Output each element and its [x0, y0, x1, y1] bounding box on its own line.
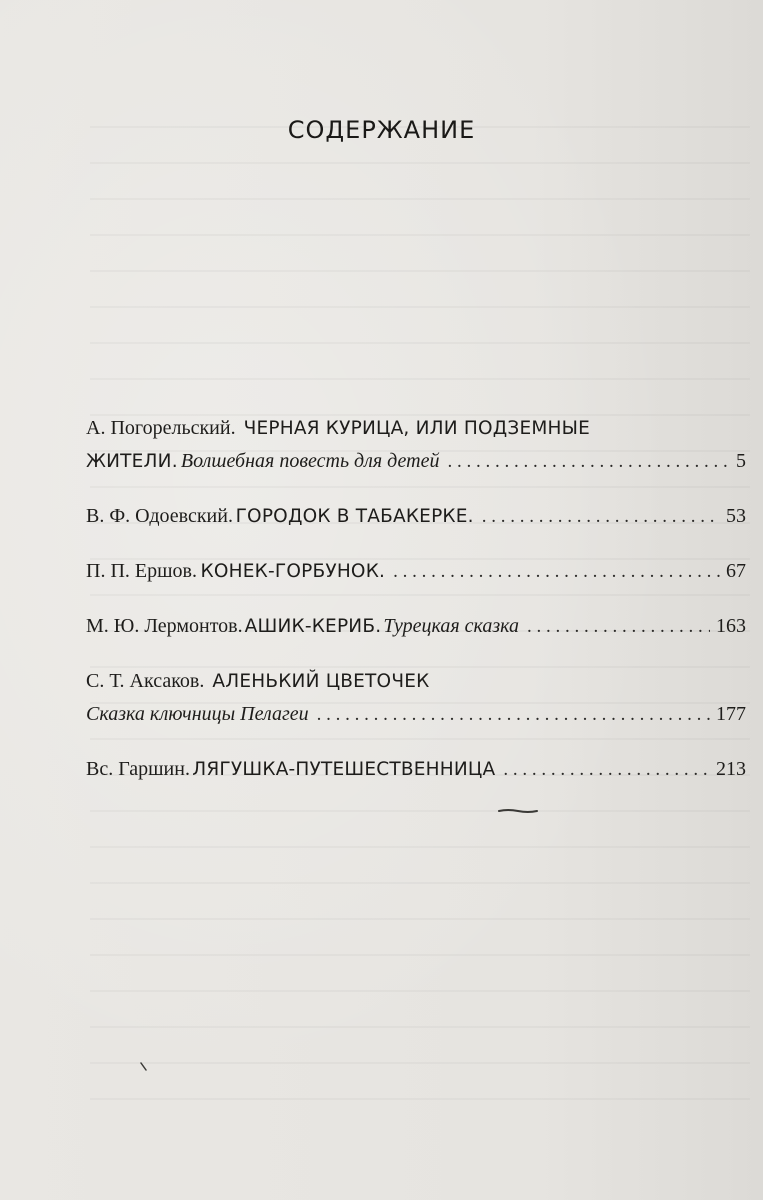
toc-line: [86, 555, 746, 588]
entry-page-number: 213: [716, 758, 746, 780]
page-title: СОДЕРЖАНИЕ: [287, 116, 476, 144]
toc-line: [86, 445, 746, 478]
entry-page-number: 177: [716, 703, 746, 725]
entry-subtitle: Сказка ключницы Пелагеи: [86, 703, 309, 725]
entry-subtitle: Турецкая сказка: [383, 615, 520, 637]
toc-line: [86, 412, 746, 445]
dot-leader: [527, 611, 710, 643]
entry-subtitle: Волшебная повесть для детей: [180, 450, 440, 472]
toc-entry: [86, 665, 746, 731]
toc-line: [86, 698, 746, 731]
entry-page-number: 163: [716, 615, 746, 637]
toc-line: [86, 500, 746, 533]
toc-line: [86, 753, 746, 786]
entry-author: Вс. Гаршин.: [86, 758, 190, 780]
dot-leader: [447, 446, 730, 478]
ink-mark: [498, 808, 538, 814]
entry-title: КОНЕК-ГОРБУНОК.: [200, 561, 386, 582]
toc-entry: [86, 500, 746, 533]
toc-entry: [86, 610, 746, 643]
toc-entry: [86, 753, 746, 786]
dot-leader: [503, 754, 710, 786]
entry-author: В. Ф. Одоевский.: [86, 505, 233, 527]
entry-title: ЧЕРНАЯ КУРИЦА, ИЛИ ПОДЗЕМНЫЕ: [243, 418, 591, 439]
entry-author: П. П. Ершов.: [86, 560, 197, 582]
entry-title: ЛЯГУШКА-ПУТЕШЕСТВЕННИЦА: [192, 759, 496, 780]
entry-author: М. Ю. Лермонтов.: [86, 615, 243, 637]
entry-page-number: 5: [736, 450, 746, 472]
entry-author: С. Т. Аксаков.: [86, 670, 205, 692]
toc-entry: [86, 555, 746, 588]
entry-page-number: 67: [726, 560, 746, 582]
dot-leader: [393, 556, 720, 588]
toc-line: [86, 610, 746, 643]
dot-leader: [482, 501, 720, 533]
entry-title: АШИК-КЕРИБ.: [244, 616, 382, 637]
toc-line: [86, 665, 746, 698]
dot-leader: [317, 699, 710, 731]
table-of-contents: [86, 412, 746, 808]
entry-title: АЛЕНЬКИЙ ЦВЕТОЧЕК: [212, 671, 430, 692]
entry-title: ГОРОДОК В ТАБАКЕРКЕ.: [235, 506, 474, 527]
entry-author: А. Погорельский.: [86, 417, 236, 439]
toc-entry: [86, 412, 746, 478]
ink-fleck: [140, 1062, 148, 1072]
entry-page-number: 53: [726, 505, 746, 527]
entry-title-continued: ЖИТЕЛИ.: [86, 451, 178, 472]
